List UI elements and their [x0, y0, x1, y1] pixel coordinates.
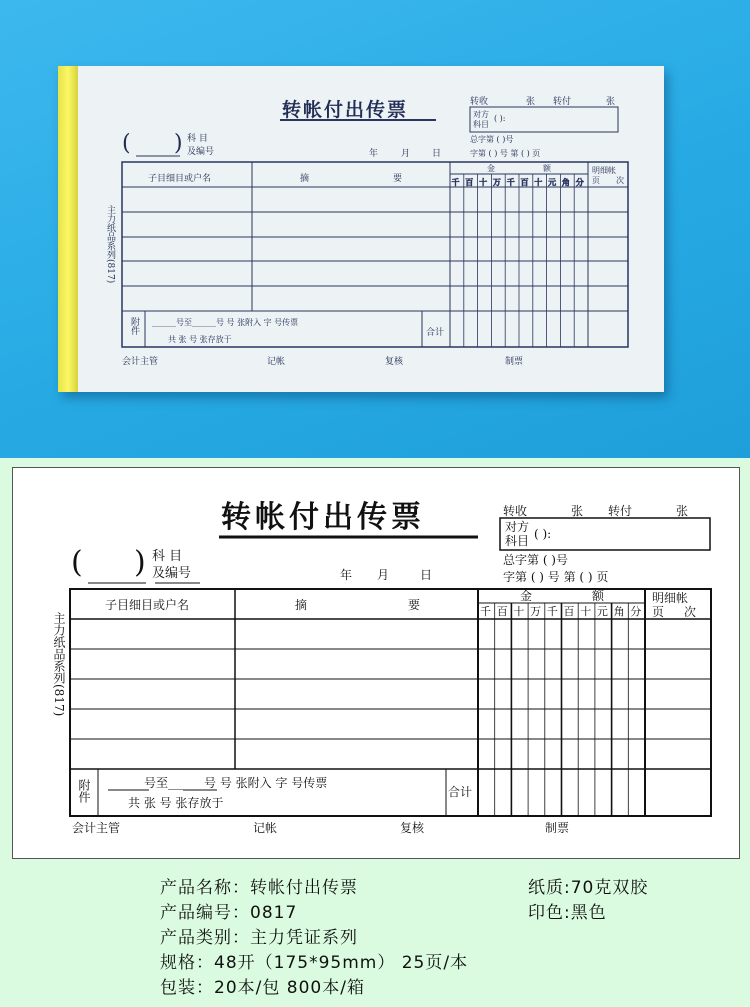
product-category: 产品类别：主力凭证系列	[160, 928, 358, 948]
subject-paren-right: )	[134, 545, 146, 580]
pad-attach: 附件	[129, 317, 139, 335]
column-header-times: 次	[684, 605, 697, 619]
counter-account-label: 对方	[505, 520, 530, 534]
transfer-pay-label: 转付	[608, 504, 633, 518]
pad-sig-record: 记帐	[267, 357, 286, 367]
counter-account-value: ( ):	[534, 527, 552, 541]
pad-col-summary-1: 摘	[300, 174, 310, 184]
attachment-label: 附件	[77, 779, 91, 803]
pad-col-ledger: 明细帐	[592, 166, 616, 175]
pad-col-page: 页	[592, 176, 600, 185]
pad-total: 合计	[426, 328, 445, 338]
pad-sig-manager: 会计主管	[122, 357, 159, 367]
pad-col-amount-1: 金	[487, 164, 495, 173]
signature-make: 制票	[545, 821, 570, 835]
pad-digit-label: 元	[548, 178, 557, 187]
pad-sig-review: 复核	[385, 357, 404, 367]
pad-account-subject: 科目	[473, 120, 489, 129]
transfer-receive-label: 转收	[503, 504, 528, 518]
account-subject-label: 科目	[505, 534, 530, 548]
amount-digit-label: 千	[546, 605, 558, 618]
pad-day: 日	[432, 149, 442, 159]
column-header-account: 子目细目或户名	[105, 598, 190, 612]
column-header-amount-2: 额	[592, 589, 605, 603]
pad-col-times: 次	[616, 176, 624, 185]
subject-label: 科 目	[152, 549, 183, 564]
pad-digit-label: 万	[492, 178, 501, 187]
total-number-label: 总字第 ( )号	[503, 553, 568, 567]
date-day: 日	[420, 568, 433, 582]
pad-year: 年	[369, 149, 379, 159]
amount-digit-label: 千	[480, 605, 491, 618]
pad-attach-row1: ______号至______号 号 张附入 字 号传票	[152, 318, 299, 327]
char-number-label: 字第 ( ) 号 第 ( ) 页	[503, 570, 609, 584]
pad-paren-left: (	[122, 131, 131, 156]
pad-digit-label: 千	[451, 178, 460, 187]
pad-transfer-pay: 转付	[553, 97, 572, 107]
product-code: 产品编号：0817	[160, 903, 298, 923]
signature-record: 记帐	[253, 821, 278, 835]
pad-col-amount-2: 额	[543, 164, 551, 173]
amount-digit-label: 角	[613, 605, 625, 618]
pad-digit-label: 十	[479, 178, 488, 187]
code-label: 及编号	[152, 566, 192, 581]
pad-sig-make: 制票	[505, 357, 524, 367]
pad-series: 主力纸品系列(817)	[105, 205, 115, 284]
pad-digit-label: 分	[575, 178, 584, 187]
pad-digit-label: 十	[534, 178, 543, 187]
product-paper: 纸质:70克双胶	[528, 878, 649, 898]
product-spec: 规格：48开（175*95mm） 25页/本	[160, 953, 469, 973]
pad-digit-label: 千	[506, 178, 515, 187]
pad-char-no: 字第 ( ) 号 第 ( ) 页	[470, 149, 541, 158]
pad-code-label: 及编号	[187, 147, 215, 157]
pad-col-summary-2: 要	[393, 174, 403, 184]
pad-subject-label: 科 目	[187, 134, 208, 144]
pad-digit-label: 百	[520, 178, 529, 187]
column-header-amount-1: 金	[520, 589, 533, 603]
attachment-row-1: ______号至______号 号 张附入 字 号传票	[108, 776, 328, 790]
signature-manager: 会计主管	[72, 821, 121, 835]
column-header-page: 页	[652, 605, 665, 619]
pad-digit-label: 角	[561, 178, 570, 187]
signature-review: 复核	[400, 821, 425, 835]
sheets-label-2: 张	[676, 504, 689, 518]
pad-month: 月	[401, 149, 411, 159]
amount-digit-label: 十	[580, 605, 592, 618]
pad-sheets-2: 张	[606, 97, 616, 107]
date-year: 年	[340, 568, 353, 582]
pad-total-no: 总字第 ( )号	[470, 135, 514, 144]
pad-title: 转帐付出传票	[282, 99, 409, 121]
subject-paren-left: (	[71, 545, 83, 580]
pad-sheets-1: 张	[526, 97, 536, 107]
amount-digit-label: 分	[630, 605, 642, 618]
amount-digit-label: 百	[563, 605, 575, 618]
column-header-summary-1: 摘	[295, 598, 308, 612]
product-photo	[0, 0, 750, 458]
product-packing: 包装：20本/包 800本/箱	[160, 978, 365, 998]
pad-counter-account: 对方	[473, 110, 489, 119]
total-label: 合计	[448, 785, 473, 799]
product-print-color: 印色:黑色	[528, 903, 607, 923]
pad-attach-row2: 共 张 号 张存放于	[168, 335, 232, 344]
amount-digit-label: 百	[496, 605, 508, 618]
amount-digit-label: 元	[596, 605, 608, 618]
pad-paren-right: )	[174, 131, 183, 156]
sheets-label-1: 张	[571, 504, 584, 518]
product-name: 产品名称：转帐付出传票	[160, 878, 358, 898]
amount-digit-label: 十	[513, 605, 525, 618]
pad-transfer-receive: 转收	[470, 97, 489, 107]
date-month: 月	[377, 568, 390, 582]
attachment-row-2: 共 张 号 张存放于	[128, 796, 224, 810]
voucher-title: 转帐付出传票	[221, 500, 425, 535]
pad-counter-value: ( ):	[494, 114, 506, 123]
column-header-summary-2: 要	[408, 598, 421, 612]
amount-digit-label: 万	[530, 605, 542, 618]
pad-digit-label: 百	[465, 178, 474, 187]
pad-col-account: 子目细目或户名	[148, 174, 212, 184]
column-header-ledger: 明细帐	[652, 591, 689, 605]
series-label: 主力纸品系列(817)	[52, 612, 66, 717]
